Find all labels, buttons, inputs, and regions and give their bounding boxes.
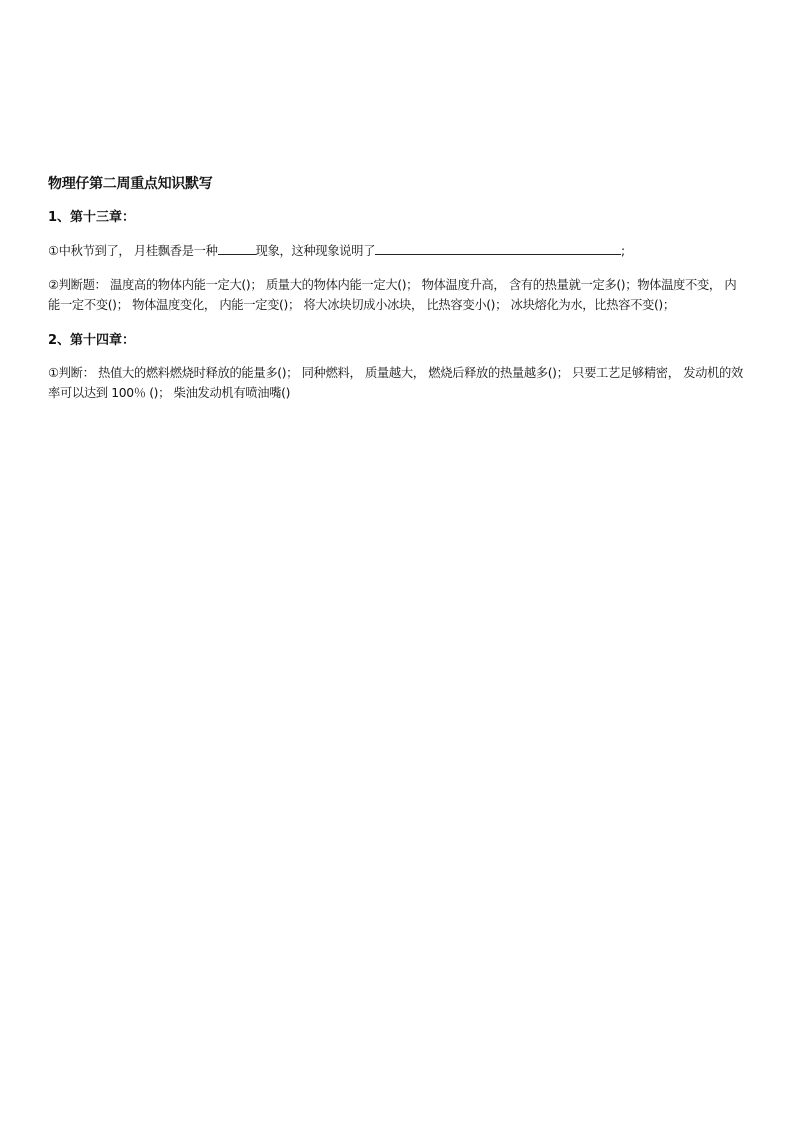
fill-blank-phenomenon [218, 240, 256, 255]
question-mid-autumn [48, 240, 748, 261]
question-true-false-chapter-13: ②判断题： 温度高的物体内能一定大()； 质量大的物体内能一定大()； 物体温度升高， 含有的热量就一定多()；物体温度不变， 内能一定不变()； 物体温度变化， 内能一定变()； 将大冰块切成小冰块， 比热容变小()； 冰块熔化为水，比热容不变()； [48, 278, 737, 312]
fill-blank-explanation [375, 240, 621, 255]
section-heading-chapter-14: 2、第十四章： [48, 333, 136, 348]
document-page [48, 174, 748, 417]
question-text-part1: ①中秋节到了， 月桂飘香是一种 [48, 244, 218, 258]
question-text-part2: 现象，这种现象说明了 [255, 244, 376, 258]
question-text-part3: ; [621, 244, 625, 258]
document-title: 物理仔第二周重点知识默写 [48, 176, 213, 192]
question-true-false-chapter-14: ①判断： 热值大的燃料燃烧时释放的能量多()； 同种燃料， 质量越大， 燃烧后释放的热量越多()； 只要工艺足够精密， 发动机的效率可以达到 100％ ()； 柴油发动机有喷油嘴() [48, 366, 743, 400]
section-heading-chapter-13: 1、第十三章： [48, 210, 136, 225]
